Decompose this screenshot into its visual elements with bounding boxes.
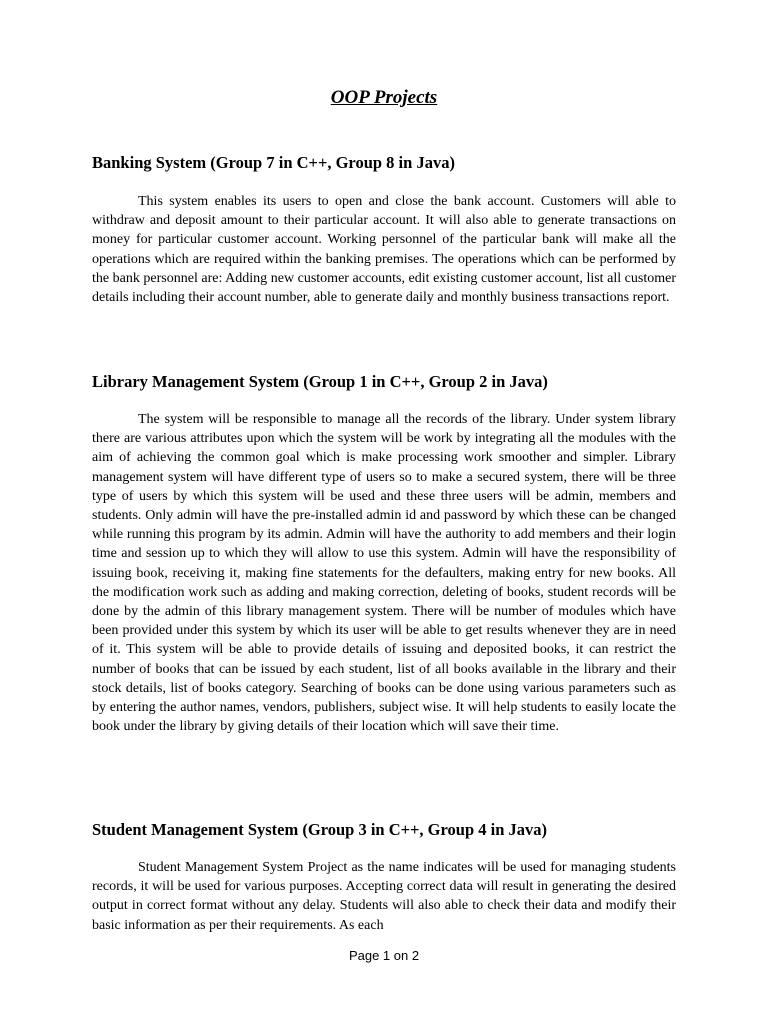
section-heading: Library Management System (Group 1 in C++, Group 2 in Java) xyxy=(92,372,548,391)
section-banking-system xyxy=(92,152,676,306)
section-library-management-system xyxy=(92,371,676,735)
section-paragraph: This system enables its users to open and close the bank account. Customers will able to withdraw and deposit amount to their particular account. It will also able to generate transactions on money for particular customer account. Working personnel of the particular bank will make all the operations which are required within the banking premises. The operations which can be performed by the bank personnel are: Adding new customer accounts, edit existing customer account, list all customer details including their account number, able to generate daily and monthly business transactions report. xyxy=(92,194,676,306)
section-heading: Banking System (Group 7 in C++, Group 8 in Java) xyxy=(92,153,455,172)
section-student-management-system xyxy=(92,819,676,933)
section-paragraph: The system will be responsible to manage all the records of the library. Under system library there are various attributes upon which the system will be work by integrating all the modules with the aim of achieving the common goal which is make processing work smoother and simpler. Library management system will have different type of users so to make a secured system, there will be three type of users by which this system will be used and these three users will be admin, members and students. Only admin will have the pre-installed admin id and password by which these can be changed while running this program by its admin. Admin will have the authority to add members and their login time and session up to which they will allow to use this system. Admin will have the responsibility of issuing book, receiving it, making fine statements for the defaulters, making entry for new books. All the modification work such as adding and making correction, deleting of books, student records will be done by the admin of this library management system. There will be number of modules which have been provided under this system by which its user will be able to get results whenever they are in need of it. This system will be able to provide details of issuing and deposited books, it can restrict the number of books that can be issued by each student, list of all books available in the library and their stock details, list of books category. Searching of books can be done using various parameters such as by entering the author names, vendors, publishers, subject wise. It will help students to easily locate the book under the library by giving details of their location which will save their time. xyxy=(92,412,676,735)
section-paragraph: Student Management System Project as the name indicates will be used for managing students records, it will be used for various purposes. Accepting correct data will result in generating the desired output in correct format without any delay. Students will also able to check their data and modify their basic information as per their requirements. As each xyxy=(92,860,676,933)
section-heading: Student Management System (Group 3 in C++, Group 4 in Java) xyxy=(92,820,548,839)
page-number-footer: Page 1 on 2 xyxy=(348,948,420,963)
page-title: OOP Projects xyxy=(330,87,438,108)
